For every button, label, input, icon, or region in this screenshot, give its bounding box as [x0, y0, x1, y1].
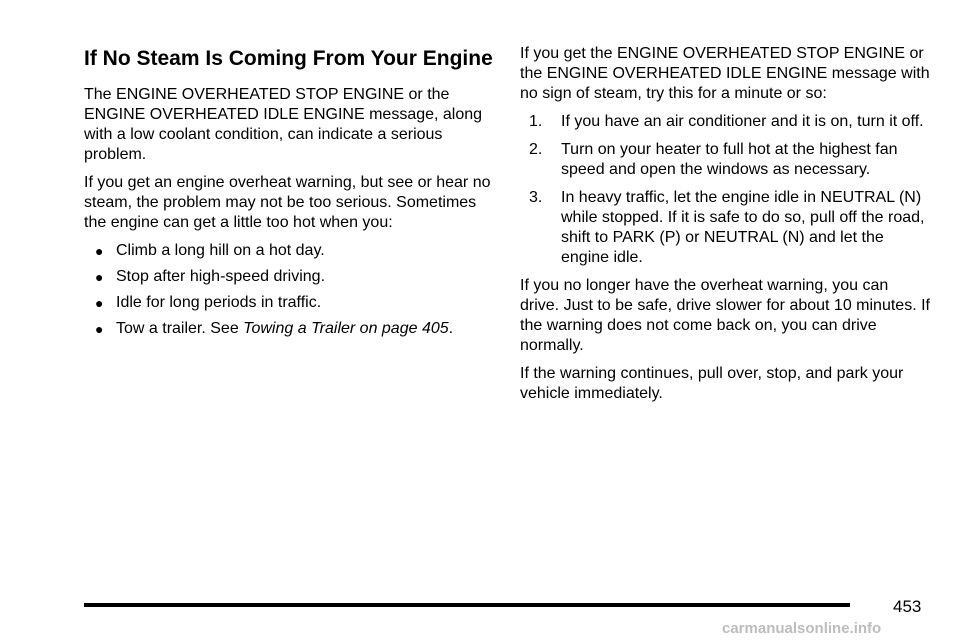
- list-item-text: Idle for long periods in traffic.: [116, 294, 322, 311]
- page-number: 453: [893, 597, 922, 616]
- footer-rule: [84, 603, 850, 607]
- step-item: [529, 140, 930, 180]
- cross-reference-link[interactable]: Towing a Trailer on page 405: [243, 320, 449, 337]
- list-item-suffix: .: [448, 320, 454, 337]
- list-item: [84, 319, 496, 339]
- step-item: [529, 112, 930, 132]
- step-number: 2.: [529, 141, 543, 158]
- paragraph-drive-slower: If you no longer have the overheat warning, you can drive. Just to be safe, drive slower for about 10 minutes. If the warning does not come back on, you can drive normally.: [520, 277, 930, 354]
- list-item-text: Climb a long hill on a hot day.: [116, 242, 325, 259]
- step-text: In heavy traffic, let the engine idle in NEUTRAL (N) while stopped. If it is safe to do so, pull off the road, shift to PARK (P) or NEUTRAL (N) and let the engine idle.: [561, 189, 925, 266]
- list-item-text: Tow a trailer. See: [116, 320, 244, 337]
- steps-list: [520, 112, 930, 268]
- list-item: [84, 267, 496, 287]
- list-item: [84, 293, 496, 313]
- section-heading: If No Steam Is Coming From Your Engine: [84, 47, 493, 70]
- step-text: If you have an air conditioner and it is on, turn it off.: [561, 113, 924, 130]
- paragraph-overheat-no-steam: If you get an engine overheat warning, but see or hear no steam, the problem may not be too serious. Sometimes the engine can get a little too hot when you:: [84, 174, 491, 231]
- step-number: 1.: [529, 113, 543, 130]
- list-item-text: Stop after high-speed driving.: [116, 268, 326, 285]
- right-column: [520, 44, 930, 412]
- step-number: 3.: [529, 189, 543, 206]
- paragraph-warning-continues: If the warning continues, pull over, stop, and park your vehicle immediately.: [520, 365, 904, 402]
- list-item: [84, 241, 496, 261]
- bullet-icon: ●: [95, 321, 104, 337]
- step-text: Turn on your heater to full hot at the highest fan speed and open the windows as necessary.: [561, 141, 898, 178]
- bullet-icon: ●: [95, 295, 104, 311]
- paragraph-coolant-warning: The ENGINE OVERHEATED STOP ENGINE or the ENGINE OVERHEATED IDLE ENGINE message, along with a low coolant condition, can indicate a serious problem.: [84, 86, 483, 163]
- bullet-icon: ●: [95, 269, 104, 285]
- bullet-icon: ●: [95, 243, 104, 259]
- overheat-causes-list: [84, 241, 496, 339]
- step-item: [529, 188, 930, 268]
- watermark: carmanualsonline.info: [722, 620, 882, 637]
- paragraph-no-steam-intro: If you get the ENGINE OVERHEATED STOP ENGINE or the ENGINE OVERHEATED IDLE ENGINE message with no sign of steam, try this for a minute or so:: [520, 45, 930, 102]
- left-column: [84, 44, 496, 345]
